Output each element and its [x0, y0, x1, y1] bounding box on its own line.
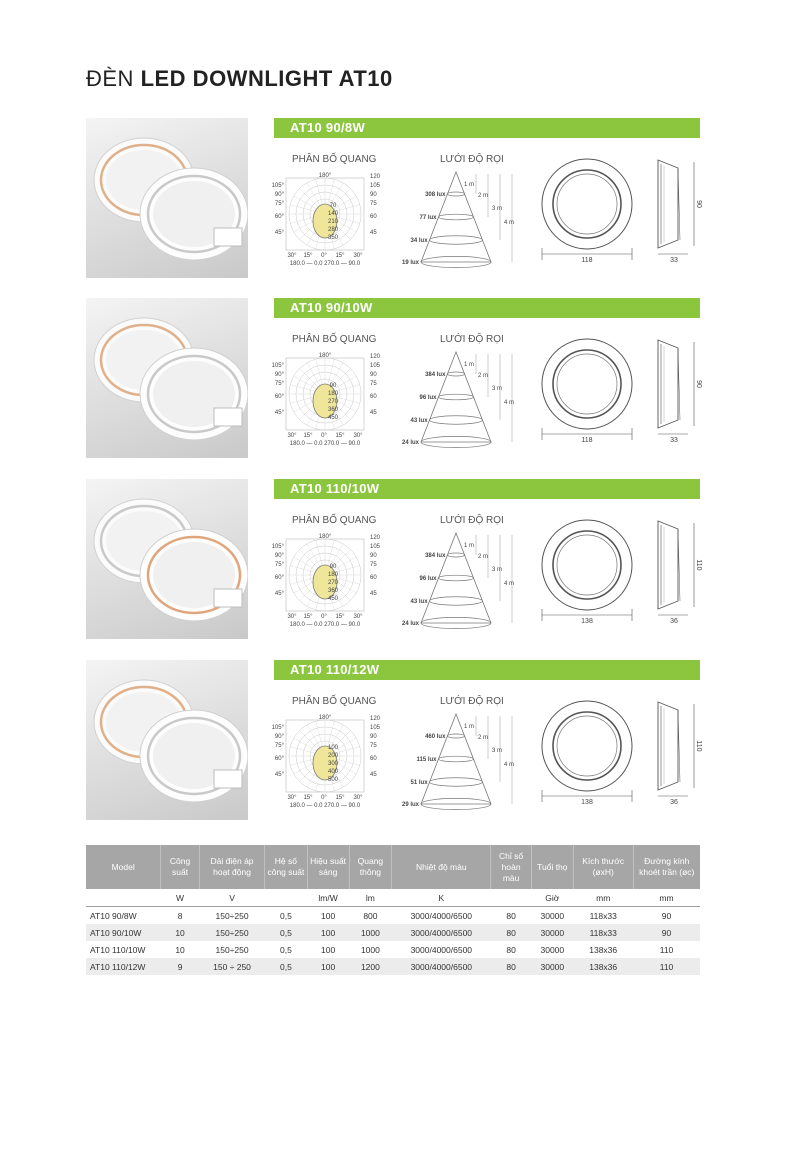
- table-cell: 1000: [349, 924, 391, 941]
- polar-bottom-angle: 0°: [321, 433, 327, 439]
- lux-value: 24 lux: [401, 621, 419, 627]
- polar-right-angle: 90: [370, 553, 377, 559]
- polar-right-angle: 105: [370, 363, 381, 369]
- light-distribution-label: PHÂN BỐ QUANG: [292, 154, 377, 165]
- diameter-dimension: 110: [695, 559, 702, 571]
- product-section: [86, 298, 700, 458]
- illuminance-grid-label: LƯỚI ĐỘ RỌI: [440, 515, 504, 526]
- polar-value: 350: [327, 235, 339, 241]
- polar-legend: 180.0 — 0.0 270.0 — 90.0: [289, 803, 361, 809]
- polar-left-angle: 75°: [274, 381, 284, 387]
- page-title: ĐÈN LED DOWNLIGHT AT10: [86, 66, 393, 91]
- table-cell: 3000/4000/6500: [392, 941, 491, 958]
- polar-left-angle: 90°: [274, 372, 284, 378]
- table-cell: 138x36: [573, 958, 633, 975]
- polar-bottom-angle: 30°: [287, 253, 297, 259]
- polar-bottom-angle: 15°: [335, 795, 345, 801]
- lux-value: 460 lux: [425, 734, 446, 740]
- table-cell: 3000/4000/6500: [392, 958, 491, 975]
- th-pf: Hệ số công suất: [265, 845, 307, 889]
- table-cell: 150 ÷ 250: [199, 958, 265, 975]
- table-cell: AT10 90/8W: [86, 907, 161, 925]
- lux-value: 115 lux: [416, 757, 437, 763]
- side-view: [652, 515, 712, 633]
- polar-right-angle: 120: [370, 354, 381, 360]
- polar-bottom-angle: 15°: [335, 614, 345, 620]
- downlight-image: [86, 660, 248, 820]
- product-photo: [86, 118, 248, 278]
- polar-value: 70: [329, 203, 337, 209]
- illuminance-grid-label: LƯỚI ĐỘ RỌI: [440, 154, 504, 165]
- table-cell: 30000: [531, 941, 573, 958]
- distance-label: 4 m: [504, 762, 515, 768]
- table-cell: 100: [307, 941, 349, 958]
- unit-cell: mm: [573, 889, 633, 907]
- polar-left-angle: 105°: [271, 183, 284, 189]
- table-cell: 0,5: [265, 924, 307, 941]
- width-dimension: 138: [581, 799, 593, 806]
- polar-right-angle: 105: [370, 725, 381, 731]
- polar-bottom-angle: 0°: [321, 253, 327, 259]
- table-cell: 100: [307, 958, 349, 975]
- front-view: [538, 515, 638, 633]
- polar-bottom-angle: 30°: [353, 433, 363, 439]
- side-view: [652, 154, 712, 272]
- polar-value: 400: [327, 769, 339, 775]
- polar-value: 280: [327, 227, 339, 233]
- light-distribution-label: PHÂN BỐ QUANG: [292, 515, 377, 526]
- polar-bottom-angle: 30°: [287, 433, 297, 439]
- table-cell: 90: [633, 924, 700, 941]
- table-cell: 1200: [349, 958, 391, 975]
- side-view: [652, 334, 712, 452]
- polar-bottom-angle: 15°: [303, 795, 313, 801]
- unit-cell: [265, 889, 307, 907]
- lux-value: 34 lux: [410, 238, 428, 244]
- polar-value: 200: [327, 753, 339, 759]
- table-cell: AT10 110/10W: [86, 941, 161, 958]
- distance-label: 2 m: [478, 554, 489, 560]
- lux-value: 51 lux: [410, 780, 428, 786]
- front-view: [538, 334, 638, 452]
- table-cell: 80: [491, 907, 531, 925]
- product-section: [86, 118, 700, 278]
- polar-right-angle: 105: [370, 183, 381, 189]
- distance-label: 1 m: [464, 724, 475, 730]
- polar-left-angle: 60°: [274, 756, 284, 762]
- table-cell: 138x36: [573, 941, 633, 958]
- front-view: [538, 696, 638, 814]
- distance-label: 1 m: [464, 543, 475, 549]
- table-cell: 30000: [531, 907, 573, 925]
- th-efficacy: Hiệu suất sáng: [307, 845, 349, 889]
- model-header: AT10 90/10W: [274, 298, 700, 318]
- polar-right-angle: 45: [370, 772, 377, 778]
- th-size: Kích thước (øxH): [573, 845, 633, 889]
- table-cell: 80: [491, 941, 531, 958]
- table-cell: 80: [491, 924, 531, 941]
- unit-cell: lm: [349, 889, 391, 907]
- illuminance-grid-label: LƯỚI ĐỘ RỌI: [440, 696, 504, 707]
- distance-label: 1 m: [464, 362, 475, 368]
- table-cell: 0,5: [265, 907, 307, 925]
- distance-label: 3 m: [492, 748, 503, 754]
- polar-right-angle: 60: [370, 756, 377, 762]
- polar-top-angle: 180°: [318, 173, 332, 179]
- table-cell: 800: [349, 907, 391, 925]
- height-dimension: 36: [670, 618, 678, 625]
- polar-bottom-angle: 15°: [303, 253, 313, 259]
- polar-legend: 180.0 — 0.0 270.0 — 90.0: [289, 441, 361, 447]
- illuminance-cone: [386, 712, 516, 822]
- table-cell: 0,5: [265, 958, 307, 975]
- lux-value: 384 lux: [425, 553, 446, 559]
- unit-cell: W: [161, 889, 199, 907]
- width-dimension: 118: [581, 257, 593, 264]
- downlight-image: [86, 118, 248, 278]
- downlight-image: [86, 479, 248, 639]
- table-cell: 30000: [531, 958, 573, 975]
- polar-left-angle: 75°: [274, 743, 284, 749]
- table-units-row: [86, 889, 700, 907]
- polar-left-angle: 105°: [271, 725, 284, 731]
- side-view: [652, 696, 712, 814]
- polar-right-angle: 45: [370, 410, 377, 416]
- distance-label: 3 m: [492, 386, 503, 392]
- height-dimension: 36: [670, 799, 678, 806]
- th-voltage: Dải điện áp hoạt động: [199, 845, 265, 889]
- height-dimension: 33: [670, 257, 678, 264]
- polar-value: 360: [327, 407, 339, 413]
- polar-value: 450: [327, 596, 339, 602]
- polar-bottom-angle: 0°: [321, 614, 327, 620]
- polar-right-angle: 75: [370, 562, 377, 568]
- diameter-dimension: 90: [695, 200, 702, 208]
- polar-value: 90: [329, 383, 337, 389]
- illuminance-grid-label: LƯỚI ĐỘ RỌI: [440, 334, 504, 345]
- polar-left-angle: 45°: [274, 230, 284, 236]
- polar-left-angle: 60°: [274, 214, 284, 220]
- table-cell: 30000: [531, 924, 573, 941]
- polar-bottom-angle: 15°: [335, 433, 345, 439]
- product-section: [86, 479, 700, 639]
- polar-legend: 180.0 — 0.0 270.0 — 90.0: [289, 261, 361, 267]
- lux-value: 96 lux: [419, 576, 437, 582]
- polar-bottom-angle: 30°: [287, 614, 297, 620]
- polar-value: 140: [327, 211, 339, 217]
- polar-left-angle: 90°: [274, 553, 284, 559]
- polar-value: 210: [327, 219, 339, 225]
- table-cell: 100: [307, 907, 349, 925]
- polar-diagram: [270, 350, 380, 450]
- lux-value: 43 lux: [410, 418, 428, 424]
- model-header: AT10 110/12W: [274, 660, 700, 680]
- polar-right-angle: 90: [370, 734, 377, 740]
- polar-left-angle: 45°: [274, 591, 284, 597]
- polar-value: 180: [327, 572, 339, 578]
- diameter-dimension: 90: [695, 380, 702, 388]
- polar-right-angle: 120: [370, 716, 381, 722]
- table-cell: 3000/4000/6500: [392, 907, 491, 925]
- distance-label: 3 m: [492, 206, 503, 212]
- polar-right-angle: 75: [370, 743, 377, 749]
- front-view: [538, 154, 638, 272]
- polar-value: 360: [327, 588, 339, 594]
- polar-value: 450: [327, 415, 339, 421]
- polar-left-angle: 105°: [271, 544, 284, 550]
- polar-value: 270: [327, 399, 339, 405]
- unit-cell: [491, 889, 531, 907]
- downlight-image: [86, 298, 248, 458]
- lux-value: 19 lux: [401, 260, 419, 266]
- product-photo: [86, 298, 248, 458]
- polar-value: 500: [327, 777, 339, 783]
- distance-label: 3 m: [492, 567, 503, 573]
- polar-right-angle: 75: [370, 381, 377, 387]
- polar-right-angle: 45: [370, 591, 377, 597]
- table-cell: 90: [633, 907, 700, 925]
- lux-value: 308 lux: [425, 192, 446, 198]
- table-cell: 1000: [349, 941, 391, 958]
- light-distribution-label: PHÂN BỐ QUANG: [292, 696, 377, 707]
- polar-left-angle: 105°: [271, 363, 284, 369]
- polar-left-angle: 90°: [274, 192, 284, 198]
- polar-bottom-angle: 15°: [303, 614, 313, 620]
- polar-bottom-angle: 30°: [353, 795, 363, 801]
- polar-value: 100: [327, 745, 339, 751]
- table-row: [86, 907, 700, 925]
- table-cell: 10: [161, 924, 199, 941]
- model-header: AT10 90/8W: [274, 118, 700, 138]
- polar-value: 90: [329, 564, 337, 570]
- polar-left-angle: 45°: [274, 772, 284, 778]
- polar-right-angle: 45: [370, 230, 377, 236]
- polar-right-angle: 120: [370, 535, 381, 541]
- lux-value: 29 lux: [401, 802, 419, 808]
- distance-label: 4 m: [504, 581, 515, 587]
- distance-label: 4 m: [504, 220, 515, 226]
- distance-label: 1 m: [464, 182, 475, 188]
- unit-cell: K: [392, 889, 491, 907]
- polar-legend: 180.0 — 0.0 270.0 — 90.0: [289, 622, 361, 628]
- polar-value: 270: [327, 580, 339, 586]
- table-cell: AT10 110/12W: [86, 958, 161, 975]
- table-cell: 110: [633, 941, 700, 958]
- polar-left-angle: 75°: [274, 562, 284, 568]
- th-cct: Nhiệt độ màu: [392, 845, 491, 889]
- product-section: [86, 660, 700, 820]
- polar-left-angle: 60°: [274, 575, 284, 581]
- light-distribution-label: PHÂN BỐ QUANG: [292, 334, 377, 345]
- table-cell: AT10 90/10W: [86, 924, 161, 941]
- table-row: [86, 924, 700, 941]
- polar-left-angle: 60°: [274, 394, 284, 400]
- polar-left-angle: 45°: [274, 410, 284, 416]
- illuminance-cone: [386, 170, 516, 280]
- table-cell: 150÷250: [199, 907, 265, 925]
- table-cell: 118x33: [573, 924, 633, 941]
- polar-value: 300: [327, 761, 339, 767]
- th-power: Công suất: [161, 845, 199, 889]
- polar-left-angle: 75°: [274, 201, 284, 207]
- polar-right-angle: 120: [370, 174, 381, 180]
- spec-table: [86, 845, 700, 975]
- distance-label: 2 m: [478, 373, 489, 379]
- polar-top-angle: 180°: [318, 715, 332, 721]
- table-cell: 10: [161, 941, 199, 958]
- table-cell: 80: [491, 958, 531, 975]
- table-cell: 9: [161, 958, 199, 975]
- table-header-row: [86, 845, 700, 889]
- polar-top-angle: 180°: [318, 534, 332, 540]
- table-cell: 110: [633, 958, 700, 975]
- polar-bottom-angle: 15°: [303, 433, 313, 439]
- polar-right-angle: 105: [370, 544, 381, 550]
- illuminance-cone: [386, 531, 516, 641]
- polar-left-angle: 90°: [274, 734, 284, 740]
- table-row: [86, 941, 700, 958]
- th-life: Tuổi thọ: [531, 845, 573, 889]
- distance-label: 4 m: [504, 400, 515, 406]
- th-cri: Chỉ số hoàn màu: [491, 845, 531, 889]
- polar-diagram: [270, 712, 380, 812]
- width-dimension: 138: [581, 618, 593, 625]
- polar-top-angle: 180°: [318, 353, 332, 359]
- table-cell: 0,5: [265, 941, 307, 958]
- unit-cell: [86, 889, 161, 907]
- polar-diagram: [270, 531, 380, 631]
- table-cell: 100: [307, 924, 349, 941]
- table-cell: 150÷250: [199, 924, 265, 941]
- distance-label: 2 m: [478, 735, 489, 741]
- height-dimension: 33: [670, 437, 678, 444]
- polar-right-angle: 60: [370, 214, 377, 220]
- lux-value: 24 lux: [401, 440, 419, 446]
- table-row: [86, 958, 700, 975]
- table-cell: 150÷250: [199, 941, 265, 958]
- unit-cell: mm: [633, 889, 700, 907]
- lux-value: 384 lux: [425, 372, 446, 378]
- diameter-dimension: 110: [695, 740, 702, 752]
- polar-bottom-angle: 15°: [335, 253, 345, 259]
- unit-cell: Giờ: [531, 889, 573, 907]
- polar-bottom-angle: 30°: [287, 795, 297, 801]
- polar-right-angle: 60: [370, 575, 377, 581]
- table-cell: 3000/4000/6500: [392, 924, 491, 941]
- illuminance-cone: [386, 350, 516, 460]
- th-flux: Quang thông: [349, 845, 391, 889]
- polar-bottom-angle: 30°: [353, 253, 363, 259]
- product-photo: [86, 660, 248, 820]
- table-cell: 118x33: [573, 907, 633, 925]
- polar-diagram: [270, 170, 380, 270]
- distance-label: 2 m: [478, 193, 489, 199]
- th-model: Model: [86, 845, 161, 889]
- unit-cell: V: [199, 889, 265, 907]
- polar-right-angle: 90: [370, 372, 377, 378]
- th-cutout: Đường kính khoét trần (øc): [633, 845, 700, 889]
- polar-bottom-angle: 0°: [321, 795, 327, 801]
- product-photo: [86, 479, 248, 639]
- polar-right-angle: 60: [370, 394, 377, 400]
- width-dimension: 118: [581, 437, 593, 444]
- table-cell: 8: [161, 907, 199, 925]
- lux-value: 96 lux: [419, 395, 437, 401]
- lux-value: 77 lux: [419, 215, 437, 221]
- lux-value: 43 lux: [410, 599, 428, 605]
- polar-right-angle: 90: [370, 192, 377, 198]
- model-header: AT10 110/10W: [274, 479, 700, 499]
- unit-cell: lm/W: [307, 889, 349, 907]
- polar-value: 180: [327, 391, 339, 397]
- polar-right-angle: 75: [370, 201, 377, 207]
- polar-bottom-angle: 30°: [353, 614, 363, 620]
